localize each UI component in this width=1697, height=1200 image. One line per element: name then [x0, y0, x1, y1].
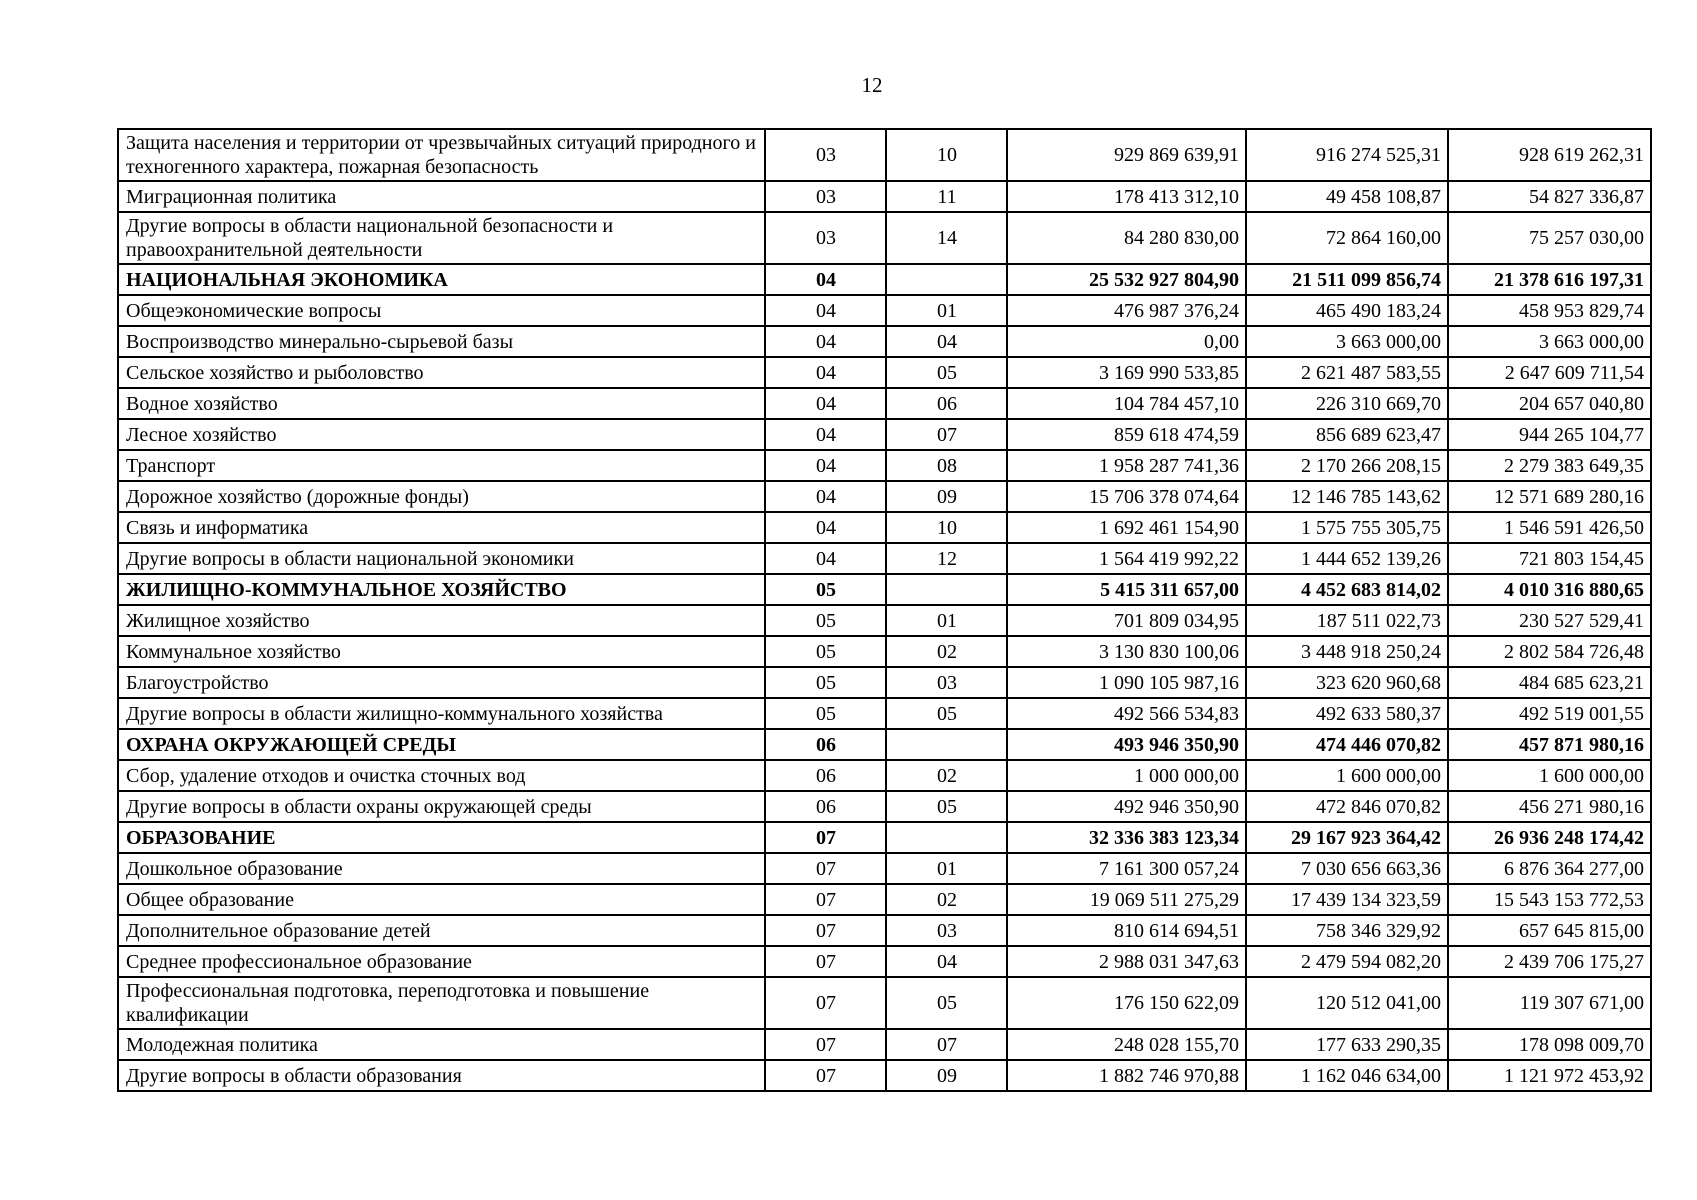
table-row [118, 977, 1651, 1029]
row-name-cell: Другие вопросы в области национальной экономики [118, 543, 765, 574]
row-amount-year3-cell: 2 647 609 711,54 [1448, 357, 1651, 388]
row-name-cell: Общеэкономические вопросы [118, 295, 765, 326]
row-subsection-code-cell: 03 [886, 915, 1007, 946]
row-name-cell: Сбор, удаление отходов и очистка сточных вод [118, 760, 765, 791]
table-row [118, 946, 1651, 977]
row-amount-year1-cell: 32 336 383 123,34 [1007, 822, 1246, 853]
row-subsection-code-cell: 14 [886, 212, 1007, 264]
row-name-cell: Связь и информатика [118, 512, 765, 543]
row-section-code-cell: 04 [765, 543, 886, 574]
table-row [118, 667, 1651, 698]
row-amount-year3-cell: 456 271 980,16 [1448, 791, 1651, 822]
row-amount-year1-cell: 701 809 034,95 [1007, 605, 1246, 636]
row-section-code-cell: 04 [765, 295, 886, 326]
row-name-cell: Защита населения и территории от чрезвычайных ситуаций природного и техногенного характера, пожарная безопасность [118, 129, 765, 181]
row-amount-year3-cell: 657 645 815,00 [1448, 915, 1651, 946]
row-subsection-code-cell: 02 [886, 884, 1007, 915]
row-subsection-code-cell: 08 [886, 450, 1007, 481]
section-row [118, 822, 1651, 853]
row-name-cell: Дополнительное образование детей [118, 915, 765, 946]
row-amount-year2-cell: 21 511 099 856,74 [1246, 264, 1448, 295]
row-amount-year1-cell: 810 614 694,51 [1007, 915, 1246, 946]
table-row [118, 636, 1651, 667]
row-amount-year1-cell: 7 161 300 057,24 [1007, 853, 1246, 884]
row-amount-year2-cell: 17 439 134 323,59 [1246, 884, 1448, 915]
row-amount-year1-cell: 859 618 474,59 [1007, 419, 1246, 450]
row-section-code-cell: 07 [765, 884, 886, 915]
row-subsection-code-cell: 01 [886, 853, 1007, 884]
row-section-code-cell: 04 [765, 450, 886, 481]
row-name-cell: ЖИЛИЩНО-КОММУНАЛЬНОЕ ХОЗЯЙСТВО [118, 574, 765, 605]
row-subsection-code-cell: 04 [886, 946, 1007, 977]
row-amount-year2-cell: 465 490 183,24 [1246, 295, 1448, 326]
row-amount-year3-cell: 3 663 000,00 [1448, 326, 1651, 357]
table-row [118, 760, 1651, 791]
table-row [118, 1029, 1651, 1060]
row-amount-year2-cell: 29 167 923 364,42 [1246, 822, 1448, 853]
row-amount-year1-cell: 493 946 350,90 [1007, 729, 1246, 760]
row-name-cell: Среднее профессиональное образование [118, 946, 765, 977]
section-row [118, 729, 1651, 760]
row-section-code-cell: 04 [765, 326, 886, 357]
row-amount-year3-cell: 75 257 030,00 [1448, 212, 1651, 264]
row-section-code-cell: 04 [765, 357, 886, 388]
row-amount-year1-cell: 5 415 311 657,00 [1007, 574, 1246, 605]
row-amount-year1-cell: 1 564 419 992,22 [1007, 543, 1246, 574]
row-subsection-code-cell: 02 [886, 636, 1007, 667]
row-subsection-code-cell: 10 [886, 512, 1007, 543]
row-amount-year3-cell: 1 546 591 426,50 [1448, 512, 1651, 543]
row-amount-year2-cell: 2 479 594 082,20 [1246, 946, 1448, 977]
row-subsection-code-cell: 07 [886, 1029, 1007, 1060]
row-amount-year2-cell: 49 458 108,87 [1246, 181, 1448, 212]
row-name-cell: Лесное хозяйство [118, 419, 765, 450]
row-subsection-code-cell: 03 [886, 667, 1007, 698]
row-amount-year2-cell: 4 452 683 814,02 [1246, 574, 1448, 605]
row-amount-year3-cell: 204 657 040,80 [1448, 388, 1651, 419]
row-subsection-code-cell: 04 [886, 326, 1007, 357]
row-subsection-code-cell: 05 [886, 698, 1007, 729]
row-amount-year2-cell: 2 621 487 583,55 [1246, 357, 1448, 388]
row-amount-year3-cell: 54 827 336,87 [1448, 181, 1651, 212]
row-amount-year2-cell: 72 864 160,00 [1246, 212, 1448, 264]
row-amount-year1-cell: 1 882 746 970,88 [1007, 1060, 1246, 1091]
row-name-cell: НАЦИОНАЛЬНАЯ ЭКОНОМИКА [118, 264, 765, 295]
table-row [118, 357, 1651, 388]
row-subsection-code-cell [886, 729, 1007, 760]
row-amount-year1-cell: 3 169 990 533,85 [1007, 357, 1246, 388]
row-amount-year1-cell: 492 946 350,90 [1007, 791, 1246, 822]
row-amount-year1-cell: 2 988 031 347,63 [1007, 946, 1246, 977]
row-name-cell: Транспорт [118, 450, 765, 481]
row-amount-year3-cell: 721 803 154,45 [1448, 543, 1651, 574]
row-subsection-code-cell: 01 [886, 605, 1007, 636]
row-amount-year1-cell: 929 869 639,91 [1007, 129, 1246, 181]
row-section-code-cell: 07 [765, 915, 886, 946]
table-row [118, 512, 1651, 543]
row-amount-year3-cell: 230 527 529,41 [1448, 605, 1651, 636]
row-section-code-cell: 05 [765, 667, 886, 698]
row-name-cell: Миграционная политика [118, 181, 765, 212]
row-subsection-code-cell: 11 [886, 181, 1007, 212]
row-name-cell: Другие вопросы в области национальной безопасности и правоохранительной деятельности [118, 212, 765, 264]
row-amount-year2-cell: 226 310 669,70 [1246, 388, 1448, 419]
row-amount-year2-cell: 758 346 329,92 [1246, 915, 1448, 946]
row-name-cell: Жилищное хозяйство [118, 605, 765, 636]
row-name-cell: Дошкольное образование [118, 853, 765, 884]
row-subsection-code-cell: 10 [886, 129, 1007, 181]
row-amount-year3-cell: 944 265 104,77 [1448, 419, 1651, 450]
row-subsection-code-cell: 06 [886, 388, 1007, 419]
row-amount-year1-cell: 15 706 378 074,64 [1007, 481, 1246, 512]
row-name-cell: Другие вопросы в области образования [118, 1060, 765, 1091]
row-section-code-cell: 04 [765, 481, 886, 512]
row-amount-year1-cell: 84 280 830,00 [1007, 212, 1246, 264]
row-amount-year2-cell: 7 030 656 663,36 [1246, 853, 1448, 884]
budget-table-body [118, 129, 1651, 1091]
row-name-cell: Воспроизводство минерально-сырьевой базы [118, 326, 765, 357]
row-name-cell: Водное хозяйство [118, 388, 765, 419]
row-amount-year1-cell: 1 090 105 987,16 [1007, 667, 1246, 698]
row-section-code-cell: 05 [765, 605, 886, 636]
row-amount-year2-cell: 12 146 785 143,62 [1246, 481, 1448, 512]
row-amount-year3-cell: 1 600 000,00 [1448, 760, 1651, 791]
row-subsection-code-cell: 05 [886, 977, 1007, 1029]
table-row [118, 698, 1651, 729]
row-subsection-code-cell [886, 264, 1007, 295]
table-row [118, 388, 1651, 419]
row-section-code-cell: 04 [765, 264, 886, 295]
row-amount-year3-cell: 458 953 829,74 [1448, 295, 1651, 326]
row-amount-year3-cell: 178 098 009,70 [1448, 1029, 1651, 1060]
row-name-cell: ОХРАНА ОКРУЖАЮЩЕЙ СРЕДЫ [118, 729, 765, 760]
table-row [118, 326, 1651, 357]
row-name-cell: Профессиональная подготовка, переподготовка и повышение квалификации [118, 977, 765, 1029]
row-amount-year1-cell: 0,00 [1007, 326, 1246, 357]
row-amount-year1-cell: 19 069 511 275,29 [1007, 884, 1246, 915]
row-section-code-cell: 06 [765, 791, 886, 822]
section-row [118, 574, 1651, 605]
row-amount-year3-cell: 4 010 316 880,65 [1448, 574, 1651, 605]
row-subsection-code-cell [886, 574, 1007, 605]
row-section-code-cell: 07 [765, 1029, 886, 1060]
row-amount-year2-cell: 472 846 070,82 [1246, 791, 1448, 822]
row-section-code-cell: 03 [765, 212, 886, 264]
row-amount-year1-cell: 176 150 622,09 [1007, 977, 1246, 1029]
table-row [118, 481, 1651, 512]
row-section-code-cell: 03 [765, 181, 886, 212]
table-row [118, 853, 1651, 884]
row-amount-year2-cell: 2 170 266 208,15 [1246, 450, 1448, 481]
row-name-cell: Дорожное хозяйство (дорожные фонды) [118, 481, 765, 512]
row-amount-year2-cell: 3 448 918 250,24 [1246, 636, 1448, 667]
table-row [118, 181, 1651, 212]
row-subsection-code-cell: 02 [886, 760, 1007, 791]
table-row [118, 884, 1651, 915]
row-name-cell: Общее образование [118, 884, 765, 915]
table-row [118, 543, 1651, 574]
row-section-code-cell: 07 [765, 946, 886, 977]
row-section-code-cell: 06 [765, 760, 886, 791]
row-amount-year2-cell: 492 633 580,37 [1246, 698, 1448, 729]
row-name-cell: Другие вопросы в области охраны окружающей среды [118, 791, 765, 822]
row-section-code-cell: 04 [765, 419, 886, 450]
row-amount-year2-cell: 187 511 022,73 [1246, 605, 1448, 636]
row-subsection-code-cell: 09 [886, 1060, 1007, 1091]
row-name-cell: Коммунальное хозяйство [118, 636, 765, 667]
row-amount-year2-cell: 474 446 070,82 [1246, 729, 1448, 760]
row-amount-year1-cell: 476 987 376,24 [1007, 295, 1246, 326]
row-amount-year3-cell: 119 307 671,00 [1448, 977, 1651, 1029]
row-amount-year3-cell: 12 571 689 280,16 [1448, 481, 1651, 512]
row-subsection-code-cell: 07 [886, 419, 1007, 450]
row-amount-year1-cell: 248 028 155,70 [1007, 1029, 1246, 1060]
row-section-code-cell: 07 [765, 1060, 886, 1091]
row-amount-year3-cell: 928 619 262,31 [1448, 129, 1651, 181]
row-amount-year1-cell: 492 566 534,83 [1007, 698, 1246, 729]
row-name-cell: Благоустройство [118, 667, 765, 698]
table-row [118, 129, 1651, 181]
table-row [118, 212, 1651, 264]
row-section-code-cell: 07 [765, 977, 886, 1029]
row-section-code-cell: 04 [765, 512, 886, 543]
row-section-code-cell: 06 [765, 729, 886, 760]
row-amount-year3-cell: 2 279 383 649,35 [1448, 450, 1651, 481]
row-amount-year2-cell: 1 444 652 139,26 [1246, 543, 1448, 574]
row-amount-year2-cell: 856 689 623,47 [1246, 419, 1448, 450]
budget-table [117, 128, 1652, 1092]
row-amount-year3-cell: 1 121 972 453,92 [1448, 1060, 1651, 1091]
row-amount-year3-cell: 26 936 248 174,42 [1448, 822, 1651, 853]
page-number: 12 [861, 73, 883, 97]
row-subsection-code-cell: 01 [886, 295, 1007, 326]
row-subsection-code-cell: 09 [886, 481, 1007, 512]
row-amount-year1-cell: 1 000 000,00 [1007, 760, 1246, 791]
row-section-code-cell: 07 [765, 853, 886, 884]
row-amount-year2-cell: 1 600 000,00 [1246, 760, 1448, 791]
row-section-code-cell: 03 [765, 129, 886, 181]
section-row [118, 264, 1651, 295]
row-name-cell: ОБРАЗОВАНИЕ [118, 822, 765, 853]
table-row [118, 295, 1651, 326]
row-section-code-cell: 05 [765, 636, 886, 667]
row-amount-year3-cell: 21 378 616 197,31 [1448, 264, 1651, 295]
row-amount-year3-cell: 2 802 584 726,48 [1448, 636, 1651, 667]
row-subsection-code-cell: 12 [886, 543, 1007, 574]
row-amount-year3-cell: 457 871 980,16 [1448, 729, 1651, 760]
row-amount-year1-cell: 25 532 927 804,90 [1007, 264, 1246, 295]
row-amount-year3-cell: 484 685 623,21 [1448, 667, 1651, 698]
row-name-cell: Другие вопросы в области жилищно-коммунального хозяйства [118, 698, 765, 729]
row-section-code-cell: 05 [765, 574, 886, 605]
row-amount-year1-cell: 178 413 312,10 [1007, 181, 1246, 212]
row-amount-year2-cell: 120 512 041,00 [1246, 977, 1448, 1029]
row-amount-year1-cell: 1 958 287 741,36 [1007, 450, 1246, 481]
row-amount-year2-cell: 1 162 046 634,00 [1246, 1060, 1448, 1091]
row-amount-year1-cell: 3 130 830 100,06 [1007, 636, 1246, 667]
table-row [118, 791, 1651, 822]
table-row [118, 605, 1651, 636]
row-amount-year2-cell: 916 274 525,31 [1246, 129, 1448, 181]
row-amount-year3-cell: 492 519 001,55 [1448, 698, 1651, 729]
table-row [118, 419, 1651, 450]
table-row [118, 450, 1651, 481]
row-section-code-cell: 07 [765, 822, 886, 853]
row-amount-year2-cell: 177 633 290,35 [1246, 1029, 1448, 1060]
row-name-cell: Молодежная политика [118, 1029, 765, 1060]
row-amount-year1-cell: 1 692 461 154,90 [1007, 512, 1246, 543]
row-subsection-code-cell: 05 [886, 791, 1007, 822]
row-amount-year2-cell: 323 620 960,68 [1246, 667, 1448, 698]
table-row [118, 915, 1651, 946]
row-amount-year2-cell: 3 663 000,00 [1246, 326, 1448, 357]
row-subsection-code-cell: 05 [886, 357, 1007, 388]
row-name-cell: Сельское хозяйство и рыболовство [118, 357, 765, 388]
row-amount-year1-cell: 104 784 457,10 [1007, 388, 1246, 419]
row-section-code-cell: 04 [765, 388, 886, 419]
row-amount-year3-cell: 6 876 364 277,00 [1448, 853, 1651, 884]
row-amount-year2-cell: 1 575 755 305,75 [1246, 512, 1448, 543]
row-amount-year3-cell: 2 439 706 175,27 [1448, 946, 1651, 977]
row-subsection-code-cell [886, 822, 1007, 853]
table-row [118, 1060, 1651, 1091]
row-amount-year3-cell: 15 543 153 772,53 [1448, 884, 1651, 915]
row-section-code-cell: 05 [765, 698, 886, 729]
